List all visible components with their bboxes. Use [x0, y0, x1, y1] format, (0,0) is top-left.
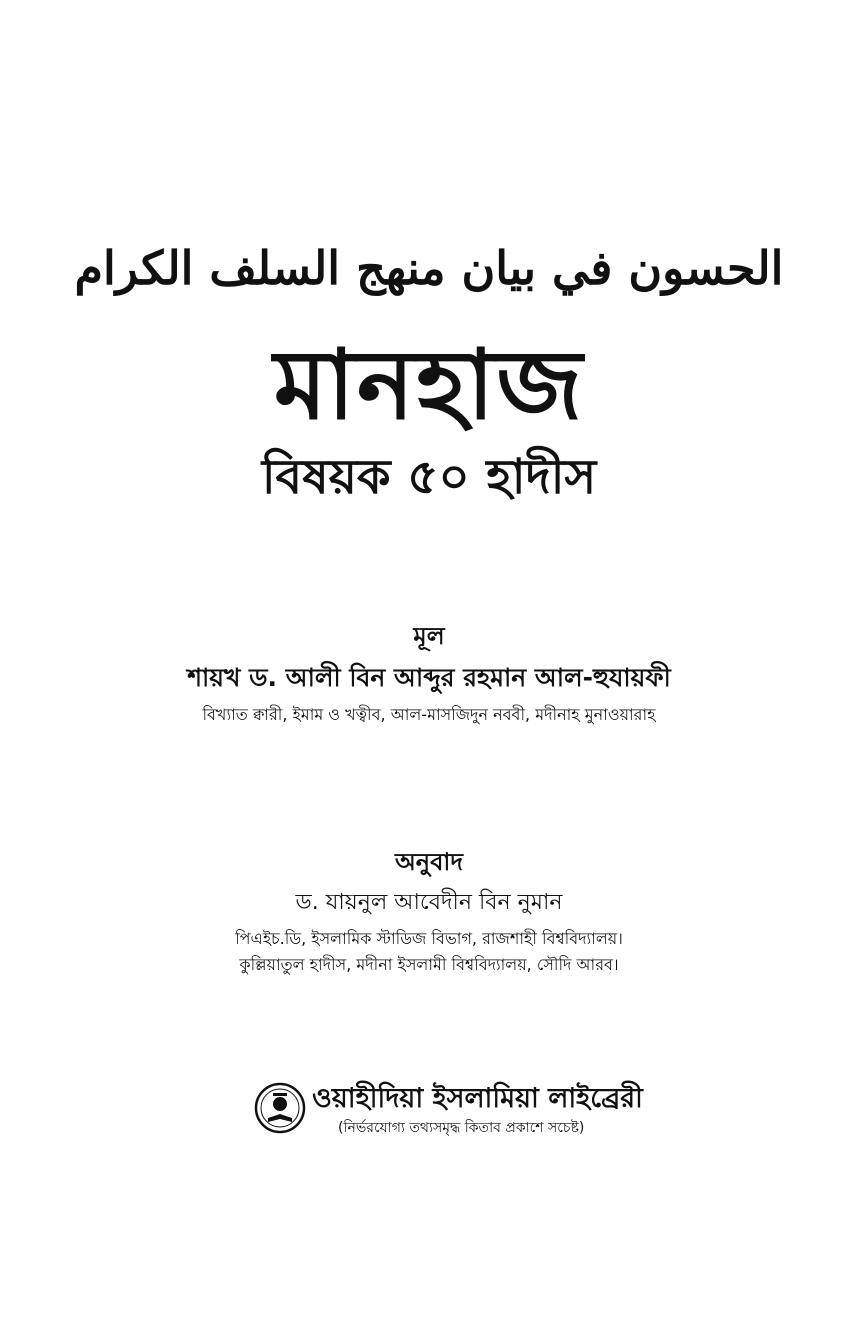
- publisher-block: [250, 1080, 643, 1140]
- translation-label: অনুবাদ: [394, 848, 464, 876]
- publisher-tagline: (নির্ভরযোগ্য তথ্যসমৃদ্ধ কিতাব প্রকাশে সচেষ্ট): [338, 1120, 585, 1136]
- translator-description-line1: পিএইচ.ডি, ইসলামিক স্টাডিজ বিভাগ, রাজশাহী বিশ্ববিদ্যালয়।: [235, 929, 623, 948]
- publisher-name: ওয়াহীদিয়া ইসলামিয়া লাইব্রেরী: [312, 1083, 643, 1114]
- author-name: শায়খ ড. আলী বিন আব্দুর রহমান আল-হুযায়ফী: [187, 663, 671, 692]
- book-title: মানহাজ: [273, 329, 585, 441]
- publisher-seal-icon: [254, 1080, 306, 1136]
- arabic-title: الحسون في بيان منهج السلف الكرام: [74, 241, 784, 295]
- original-label: মূল: [413, 622, 445, 650]
- book-subtitle: বিষয়ক ৫০ হাদীস: [261, 449, 597, 505]
- translator-name: ড. যায়নুল আবেদীন বিন নুমান: [295, 890, 563, 915]
- translator-description-line2: কুল্লিয়াতুল হাদীস, মদীনা ইসলামী বিশ্ববিদ্যালয়, সৌদি আরব।: [239, 955, 619, 974]
- author-description: বিখ্যাত ক্বারী, ইমাম ও খত্বীব, আল-মাসজিদুন নববী, মদীনাহ মুনাওয়ারাহ: [202, 705, 656, 724]
